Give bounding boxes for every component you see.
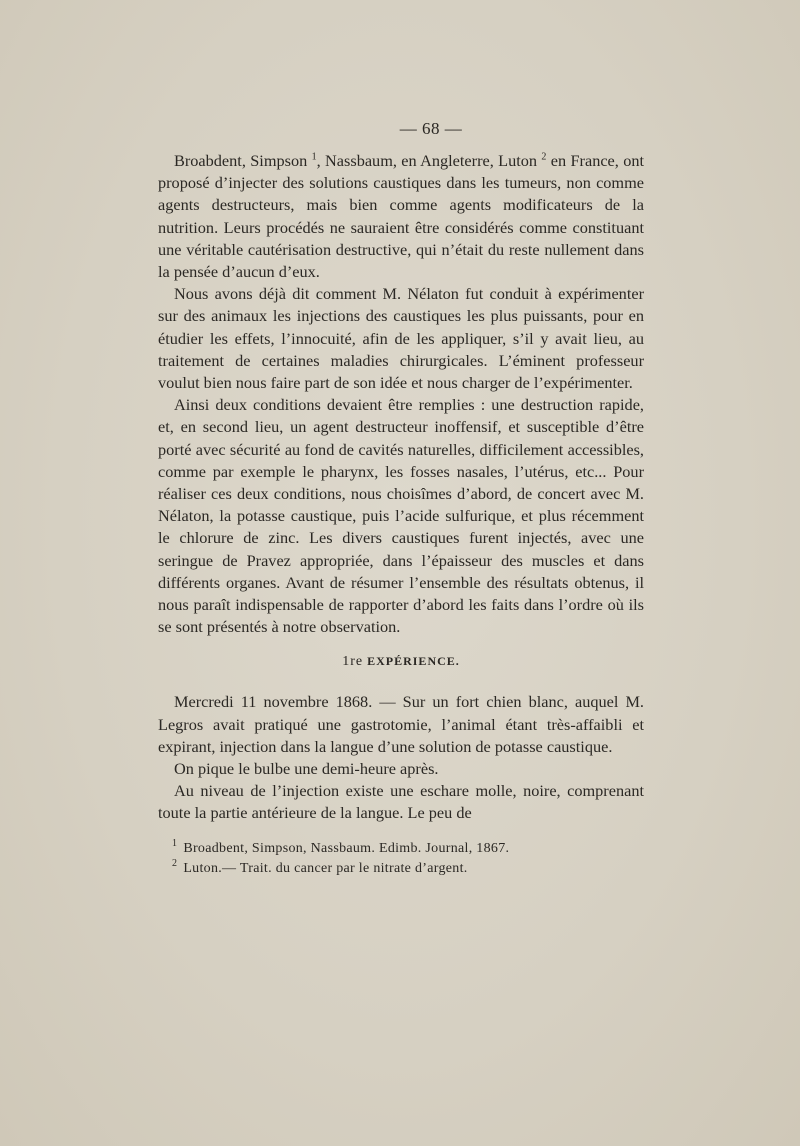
footnote-ref-2[interactable]: 2: [541, 151, 547, 163]
footnote-1-text: Broadbent, Simpson, Nassbaum. Edimb. Journal, 1867.: [183, 840, 510, 856]
footnotes: [158, 839, 644, 879]
paragraph-3: Ainsi deux conditions devaient être remplies : une destruction rapide, et, en second lieu, un agent destructeur inoffensif, et susceptible d’être porté avec sécurité au fond de cavités naturelles, difficilement accessibles, comme par exemple le pharynx, les fosses nasales, l’utérus, etc... Pour réaliser ces deux conditions, nous choisîmes d’abord, de concert avec M. Nélaton, la potasse caustique, puis l’acide sulfurique, et plus récemment le chlorure de zinc. Les divers caustiques furent injectés, avec une seringue de Pravez appropriée, dans l’épaisseur des muscles et dans différents organes. Avant de résumer l’ensemble des résultats obtenus, il nous paraît indispensable de rapporter d’abord les faits dans l’ordre où ils se sont présentés à notre observation.: [158, 395, 644, 637]
footnote-2: [158, 859, 644, 879]
paragraph-6: Au niveau de l’injection existe une eschare molle, noire, comprenant toute la partie antérieure de la langue. Le peu de: [158, 781, 644, 823]
paragraph-2: Nous avons déjà dit comment M. Nélaton fut conduit à expérimenter sur des animaux les injections des caustiques les plus puissants, pour en étudier les effets, l’innocuité, afin de les appliquer, s’il y avait lieu, au traitement de certaines maladies chirurgicales. L’éminent professeur voulut bien nous faire part de son idée et nous charger de l’expérimenter.: [158, 284, 644, 393]
paragraph-1-text-c: en France, ont proposé d’injecter des solutions caustiques dans les tumeurs, non comme agents destructeurs, mais bien comme agents modificateurs de la nutrition. Leurs procédés ne sauraient être considérés comme constituant une véritable cautérisation destructive, qui n’était du reste nullement dans la pensée d’aucun d’eux.: [158, 151, 645, 282]
footnote-1-mark: 1: [172, 838, 178, 850]
paragraph-1-text-a: Broabdent, Simpson: [174, 151, 312, 170]
paragraph-4: Mercredi 11 novembre 1868. — Sur un fort chien blanc, auquel M. Legros avait pratiqué une gastrotomie, l’animal étant très-affaibli et expirant, injection dans la langue d’une solution de potasse caustique.: [158, 692, 644, 756]
footnote-2-text: Luton.— Trait. du cancer par le nitrate d’argent.: [183, 860, 468, 876]
page-number: — 68 —: [399, 119, 463, 138]
section-title: EXPÉRIENCE.: [367, 654, 460, 669]
footnote-2-mark: 2: [172, 858, 178, 870]
footnote-1: [158, 839, 644, 859]
paragraph-1: [158, 150, 644, 283]
section-number: 1re: [342, 654, 364, 670]
document-page: [158, 118, 644, 879]
paragraph-5: On pique le bulbe une demi-heure après.: [174, 759, 439, 779]
footnote-ref-1[interactable]: 1: [311, 151, 317, 163]
paragraph-1-text-b: , Nassbaum, en Angleterre, Luton: [316, 151, 542, 170]
section-heading: [158, 652, 644, 671]
